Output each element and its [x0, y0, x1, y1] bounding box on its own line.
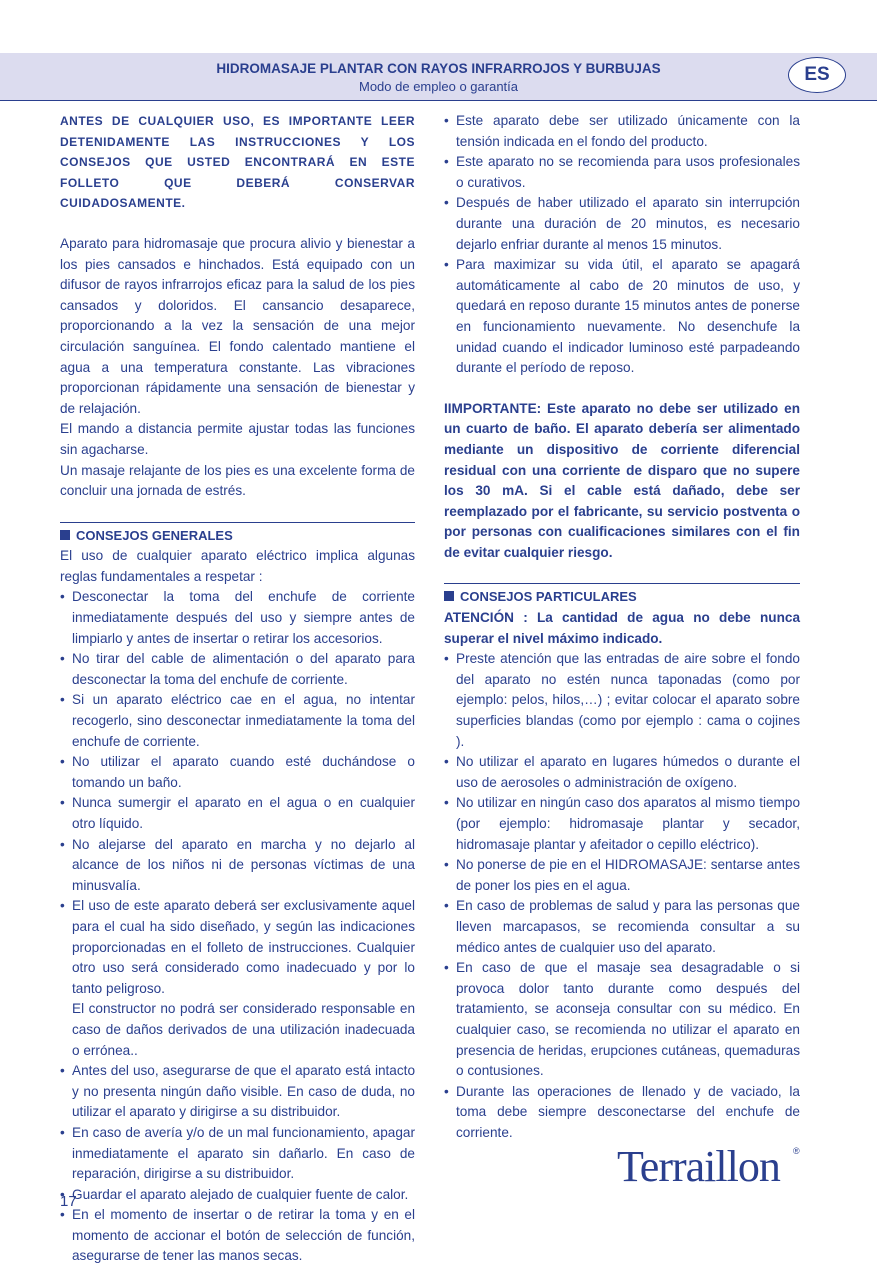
- list-item: • Después de haber utilizado el aparato sin interrupción durante una duración de 20 minutos, es necesario dejarlo enfriar durante al menos 15 minutos.: [444, 193, 800, 255]
- header-divider: [0, 100, 877, 101]
- list-item: • No ponerse de pie en el HIDROMASAJE: sentarse antes de poner los pies en el agua.: [444, 855, 800, 896]
- list-item: • No utilizar el aparato cuando esté duchándose o tomando un baño.: [60, 752, 415, 793]
- liability-note: El constructor no podrá ser considerado responsable en caso de daños derivados de una utilización inadecuada o errónea..: [72, 1001, 415, 1058]
- section-heading-general: CONSEJOS GENERALES: [60, 522, 415, 547]
- document-subtitle: Modo de empleo o garantía: [359, 79, 518, 94]
- list-item: • Desconectar la toma del enchufe de corriente inmediatamente después del uso y siempre antes de limpiarlo y antes de insertar o retirar los accesorios.: [60, 587, 415, 649]
- particular-advice-list: [444, 649, 800, 1143]
- intro-warning: ANTES DE CUALQUIER USO, ES IMPORTANTE LEER DETENIDAMENTE LAS INSTRUCCIONES Y LOS CONSEJOS QUE USTED ENCONTRARÁ EN ESTE FOLLETO QUE DEBERÁ CONSERVAR CUIDADOSAMENTE.: [60, 114, 415, 211]
- registered-mark: ®: [793, 1146, 800, 1156]
- important-notice: IIMPORTANTE: Este aparato no debe ser utilizado en un cuarto de baño. El aparato debería ser alimentado mediante un dispositivo de corriente diferencial residual con una corriente de disparo que no supere los 30 mA. Si el cable está dañado, debe ser reemplazado por el fabricante, su servicio postventa o por personas con cualificaciones similares con el fin de evitar cualquier riesgo.: [444, 400, 800, 560]
- list-item: • En caso de problemas de salud y para las personas que lleven marcapasos, se recomienda consultar a su médico antes de cualquier uso del aparato.: [444, 896, 800, 958]
- left-column: [60, 111, 415, 1267]
- list-item: • En el momento de insertar o de retirar la toma y en el momento de accionar el botón de selección de función, asegurarse de tener las manos secas.: [60, 1205, 415, 1267]
- list-item: • Durante las operaciones de llenado y de vaciado, la toma debe siempre desconectarse del enchufe de corriente.: [444, 1082, 800, 1144]
- list-item: • Preste atención que las entradas de aire sobre el fondo del aparato no estén nunca taponadas (como por ejemplo: pelos, hilos,…) ; evitar colocar el aparato sobre superficies blandas (como por ejemplo : cama o cojines ).: [444, 649, 800, 752]
- list-item: • No alejarse del aparato en marcha y no dejarlo al alcance de los niños ni de personas víctimas de una minusvalía.: [60, 835, 415, 897]
- square-bullet-icon: [60, 530, 70, 540]
- description-paragraph: Aparato para hidromasaje que procura alivio y bienestar a los pies cansados e hinchados. Está equipado con un difusor de rayos infrarrojos eficaz para la salud de los pies cansados y doloridos. El cansancio desaparece, proporcionando a la vez la sensación de una mejor circulación sanguínea. El fondo calentado mantiene el agua a una temperatura constante. Las vibraciones proporcionan rápidamente una sensación de bienestar y de relajación.: [60, 235, 415, 416]
- list-item: • En caso de que el masaje sea desagradable o si provoca dolor tanto durante como después del tratamiento, se aconseja consultar con su médico. En cualquier caso, se recomienda no utilizar el aparato en presencia de heridas, erupciones cutáneas, quemaduras o contusiones.: [444, 958, 800, 1082]
- list-item: • Este aparato debe ser utilizado únicamente con la tensión indicada en el fondo del producto.: [444, 111, 800, 152]
- list-item: • No utilizar el aparato en lugares húmedos o durante el uso de aerosoles o administración de oxígeno.: [444, 752, 800, 793]
- list-item: • Para maximizar su vida útil, el aparato se apagará automáticamente al cabo de 20 minutos de uso, y quedará en reposo durante 15 minutos antes de ponerse en funcionamiento nuevamente. No desenchufe la unidad cuando el indicador luminoso esté parpadeando durante el período de reposo.: [444, 255, 800, 379]
- brand-logo: Terraillon: [617, 1142, 780, 1191]
- section-lead: El uso de cualquier aparato eléctrico implica algunas reglas fundamentales a respetar :: [60, 548, 415, 584]
- description-paragraph: Un masaje relajante de los pies es una excelente forma de concluir una jornada de estrés.: [60, 462, 415, 499]
- list-item: • No utilizar en ningún caso dos aparatos al mismo tiempo (por ejemplo: hidromasaje plantar y secador, hidromasaje plantar y afeitador o cepillo eléctrico).: [444, 793, 800, 855]
- list-item: • Este aparato no se recomienda para usos profesionales o curativos.: [444, 152, 800, 193]
- list-item: • No tirar del cable de alimentación o del aparato para desconectar la toma del enchufe de corriente.: [60, 649, 415, 690]
- list-item: • Guardar el aparato alejado de cualquier fuente de calor.: [60, 1185, 415, 1206]
- list-item: • Si un aparato eléctrico cae en el agua, no intentar recogerlo, sino desconectar inmediatamente la toma del enchufe de corriente.: [60, 690, 415, 752]
- square-bullet-icon: [444, 591, 454, 601]
- description-paragraph: El mando a distancia permite ajustar todas las funciones sin agacharse.: [60, 421, 415, 457]
- page-number: 17: [60, 1193, 77, 1210]
- language-badge: ES: [788, 57, 846, 93]
- list-item: • En caso de avería y/o de un mal funcionamiento, apagar inmediatamente el aparato sin dañarlo. En caso de reparación, dirigirse a su distribuidor.: [60, 1123, 415, 1185]
- usage-advice-list: [444, 111, 800, 379]
- section-heading-particular: CONSEJOS PARTICULARES: [444, 583, 800, 608]
- general-advice-list: [60, 587, 415, 1267]
- right-column: [444, 111, 800, 1144]
- document-title: HIDROMASAJE PLANTAR CON RAYOS INFRARROJOS Y BURBUJAS: [216, 61, 661, 76]
- list-item: • Nunca sumergir el aparato en el agua o en cualquier otro líquido.: [60, 793, 415, 834]
- list-item: • Antes del uso, asegurarse de que el aparato está intacto y no presenta ningún daño visible. En caso de duda, no utilizar el aparato y dirigirse a su distribuidor.: [60, 1061, 415, 1123]
- attention-notice: ATENCIÓN : La cantidad de agua no debe nunca superar el nivel máximo indicado.: [444, 610, 800, 646]
- list-item: • El uso de este aparato deberá ser exclusivamente aquel para el cual ha sido diseñado, y según las indicaciones proporcionadas en el folleto de instrucciones. Cualquier otro uso será considerado como inadecuado y por lo tanto peligroso. El constructor no podrá ser considerado responsable en caso de daños derivados de una utilización inadecuada o errónea..: [60, 896, 415, 1061]
